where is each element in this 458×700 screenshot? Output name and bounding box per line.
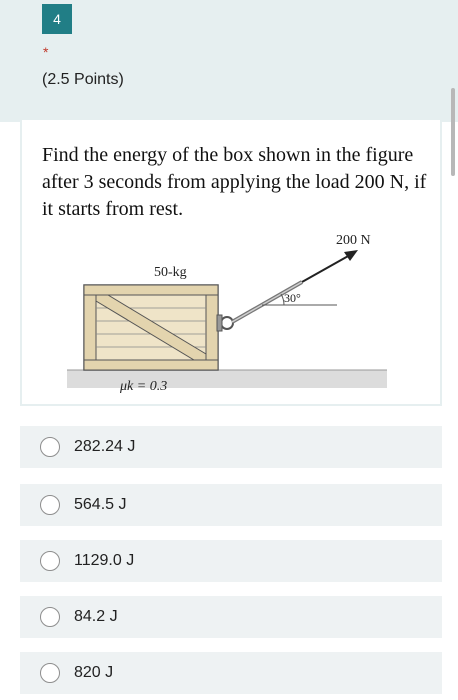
angle-label: 30°: [284, 291, 301, 305]
question-card: [20, 118, 442, 406]
answer-option[interactable]: [20, 652, 442, 694]
radio-button[interactable]: [40, 607, 60, 627]
radio-button[interactable]: [40, 551, 60, 571]
option-label: 1129.0 J: [74, 552, 135, 569]
option-label: 820 J: [74, 664, 114, 681]
question-prompt: Find the energy of the box shown in the figure after 3 seconds from applying the load 200 N, if it starts from rest.: [42, 144, 427, 220]
hook-plate: [217, 315, 222, 331]
question-points: (2.5 Points): [42, 71, 124, 88]
force-arrow-shaft: [302, 255, 350, 282]
radio-button[interactable]: [40, 437, 60, 457]
box-figure: [62, 230, 392, 400]
answer-option[interactable]: [20, 484, 442, 526]
question-number-badge: 4: [42, 4, 72, 34]
scrollbar[interactable]: [451, 88, 455, 176]
force-arrow-head: [344, 250, 358, 261]
required-mark: *: [43, 44, 49, 60]
radio-button[interactable]: [40, 663, 60, 683]
hook-ring: [221, 317, 233, 329]
answer-option[interactable]: [20, 540, 442, 582]
option-label: 84.2 J: [74, 608, 118, 625]
force-label: 200 N: [336, 233, 371, 248]
answer-option[interactable]: [20, 596, 442, 638]
option-label: 282.24 J: [74, 438, 136, 455]
friction-label: μk = 0.3: [120, 379, 168, 394]
ground: [67, 370, 387, 388]
question-header: [0, 0, 458, 122]
mass-label: 50-kg: [154, 265, 187, 280]
option-label: 564.5 J: [74, 496, 127, 513]
wooden-box: [84, 285, 218, 370]
answer-option[interactable]: [20, 426, 442, 468]
radio-button[interactable]: [40, 495, 60, 515]
